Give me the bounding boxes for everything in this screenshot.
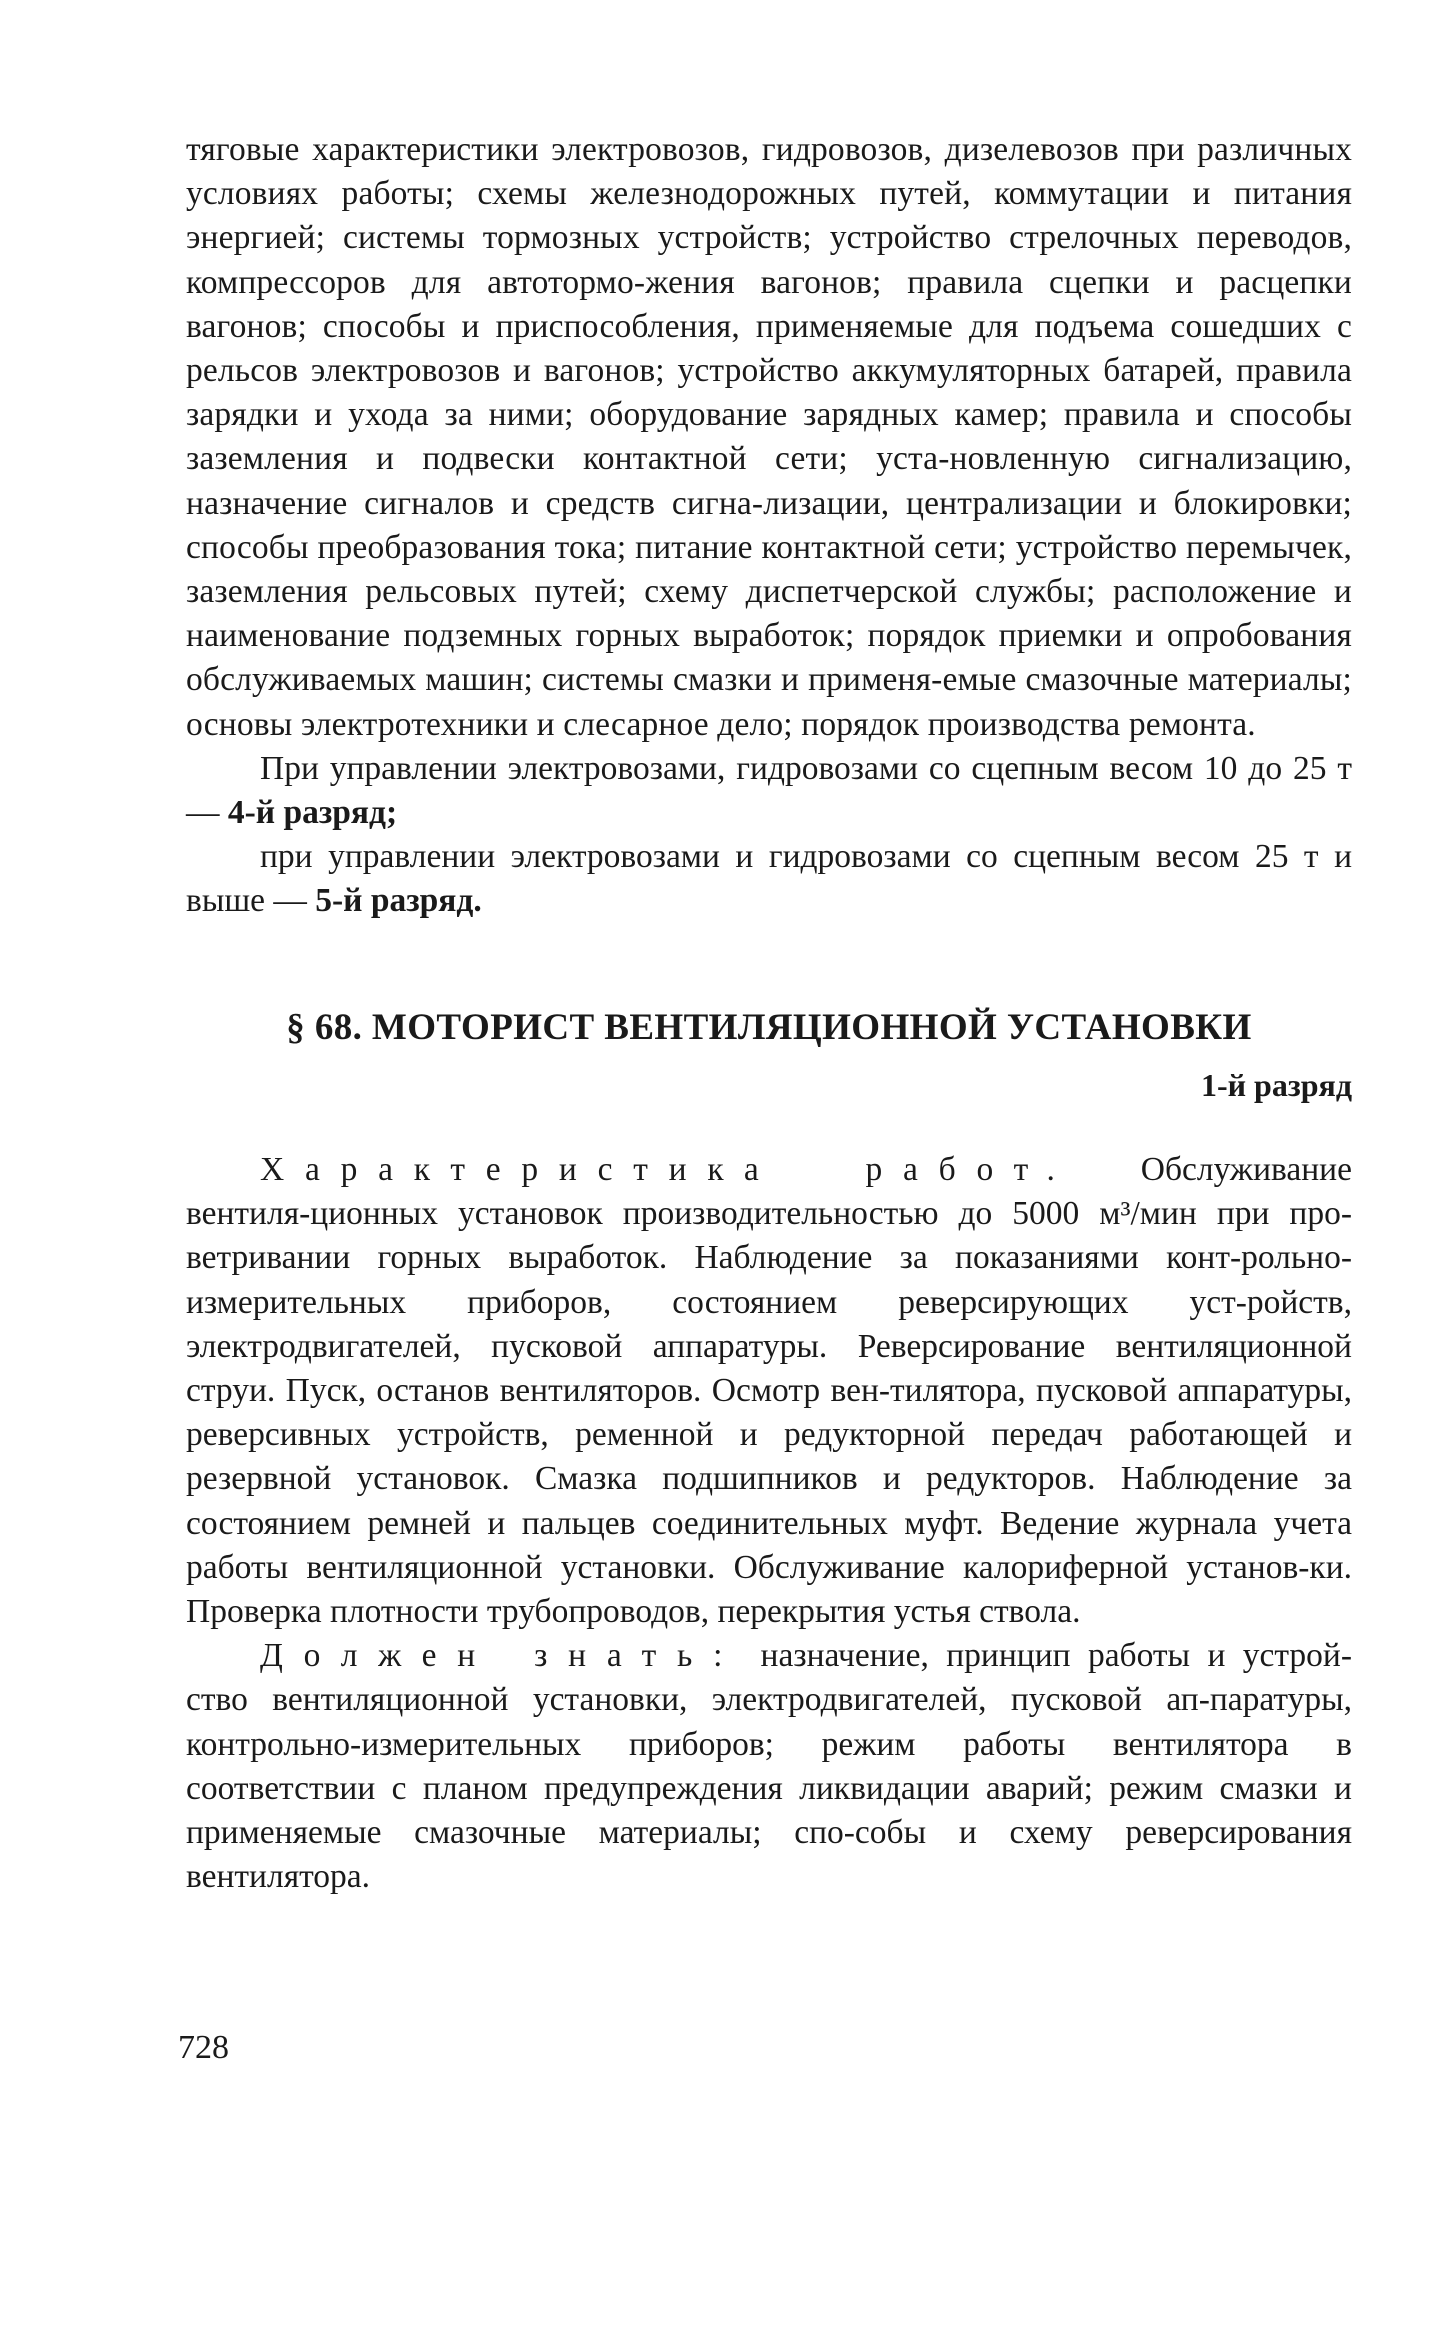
required-knowledge-label: Должен знать: — [260, 1637, 744, 1675]
required-knowledge-paragraph — [186, 1634, 1352, 1899]
work-characteristic-paragraph — [186, 1148, 1352, 1634]
grade-rule-4-grade: 4-й разряд; — [227, 794, 398, 832]
continued-paragraph: тяговые характеристики электровозов, гидровозов, дизелевозов при различных условиях работы; схемы железнодорожных путей, коммутации и питания энергией; системы тормозных устройств; устройство стрелочных переводов, компрессоров для автотормо-жения вагонов; правила сцепки и расцепки вагонов; способы и приспособления, применяемые для подъема сошедших с рельсов электровозов и вагонов; устройство аккумуляторных батарей, правила зарядки и ухода за ними; оборудование зарядных камер; правила и способы заземления и подвески контактной сети; уста-новленную сигнализацию, назначение сигналов и средств сигна-лизации, централизации и блокировки; способы преобразования тока; питание контактной сети; устройство перемычек, заземления рельсовых путей; схему диспетчерской службы; расположение и наименование подземных горных выработок; порядок приемки и опробования обслуживаемых машин; системы смазки и применя-емые смазочные материалы; основы электротехники и слесарное дело; порядок производства ремонта. — [186, 131, 1352, 743]
grade-rule-5-grade: 5-й разряд. — [315, 882, 482, 920]
required-knowledge-text: назначение, принцип работы и устрой-ство вентиляционной установки, электродвигателей, пусковой ап-паратуры, контрольно-измерительных приборов; режим работы вентилятора в соответствии с планом предупреждения ликвидации аварий; режим смазки и применяемые смазочные материалы; спо-собы и схему реверсирования вентилятора. — [186, 1637, 1353, 1896]
section-body — [186, 1148, 1352, 1899]
work-characteristic-label: Характеристика работ. — [260, 1151, 1076, 1188]
grade-rule-4-text: При управлении электровозами, гидровозами со сцепным весом 10 до 25 т — — [186, 749, 1352, 832]
grade-rule-5-text: при управлении электровозами и гидровозами со сцепным весом 25 т и выше — — [186, 838, 1352, 920]
work-characteristic-text: Обслуживание вентиля-ционных установок производительностью до 5000 м³/мин при про-ветривании горных выработок. Наблюдение за показаниями конт-рольно-измерительных приборов, состоянием реверсирующих уст-ройств, электродвигателей, пусковой аппаратуры. Реверсирование вентиляционной струи. Пуск, останов вентиляторов. Осмотр вен-тилятора, пусковой аппаратуры, реверсивных устройств, ременной и редукторной передач работающей и резервной установок. Смазка подшипников и редукторов. Наблюдение за состоянием ремней и пальцев соединительных муфт. Ведение журнала учета работы вентиляционной установки. Обслуживание калориферной установ-ки. Проверка плотности трубопроводов, перекрытия устья ствола. — [186, 1151, 1352, 1631]
section-grade-heading: 1-й разряд — [1200, 1067, 1352, 1103]
section-title: § 68. МОТОРИСТ ВЕНТИЛЯЦИОННОЙ УСТАНОВКИ — [286, 1007, 1252, 1048]
section-block — [186, 0, 1352, 2328]
page-number: 728 — [178, 2029, 229, 2066]
